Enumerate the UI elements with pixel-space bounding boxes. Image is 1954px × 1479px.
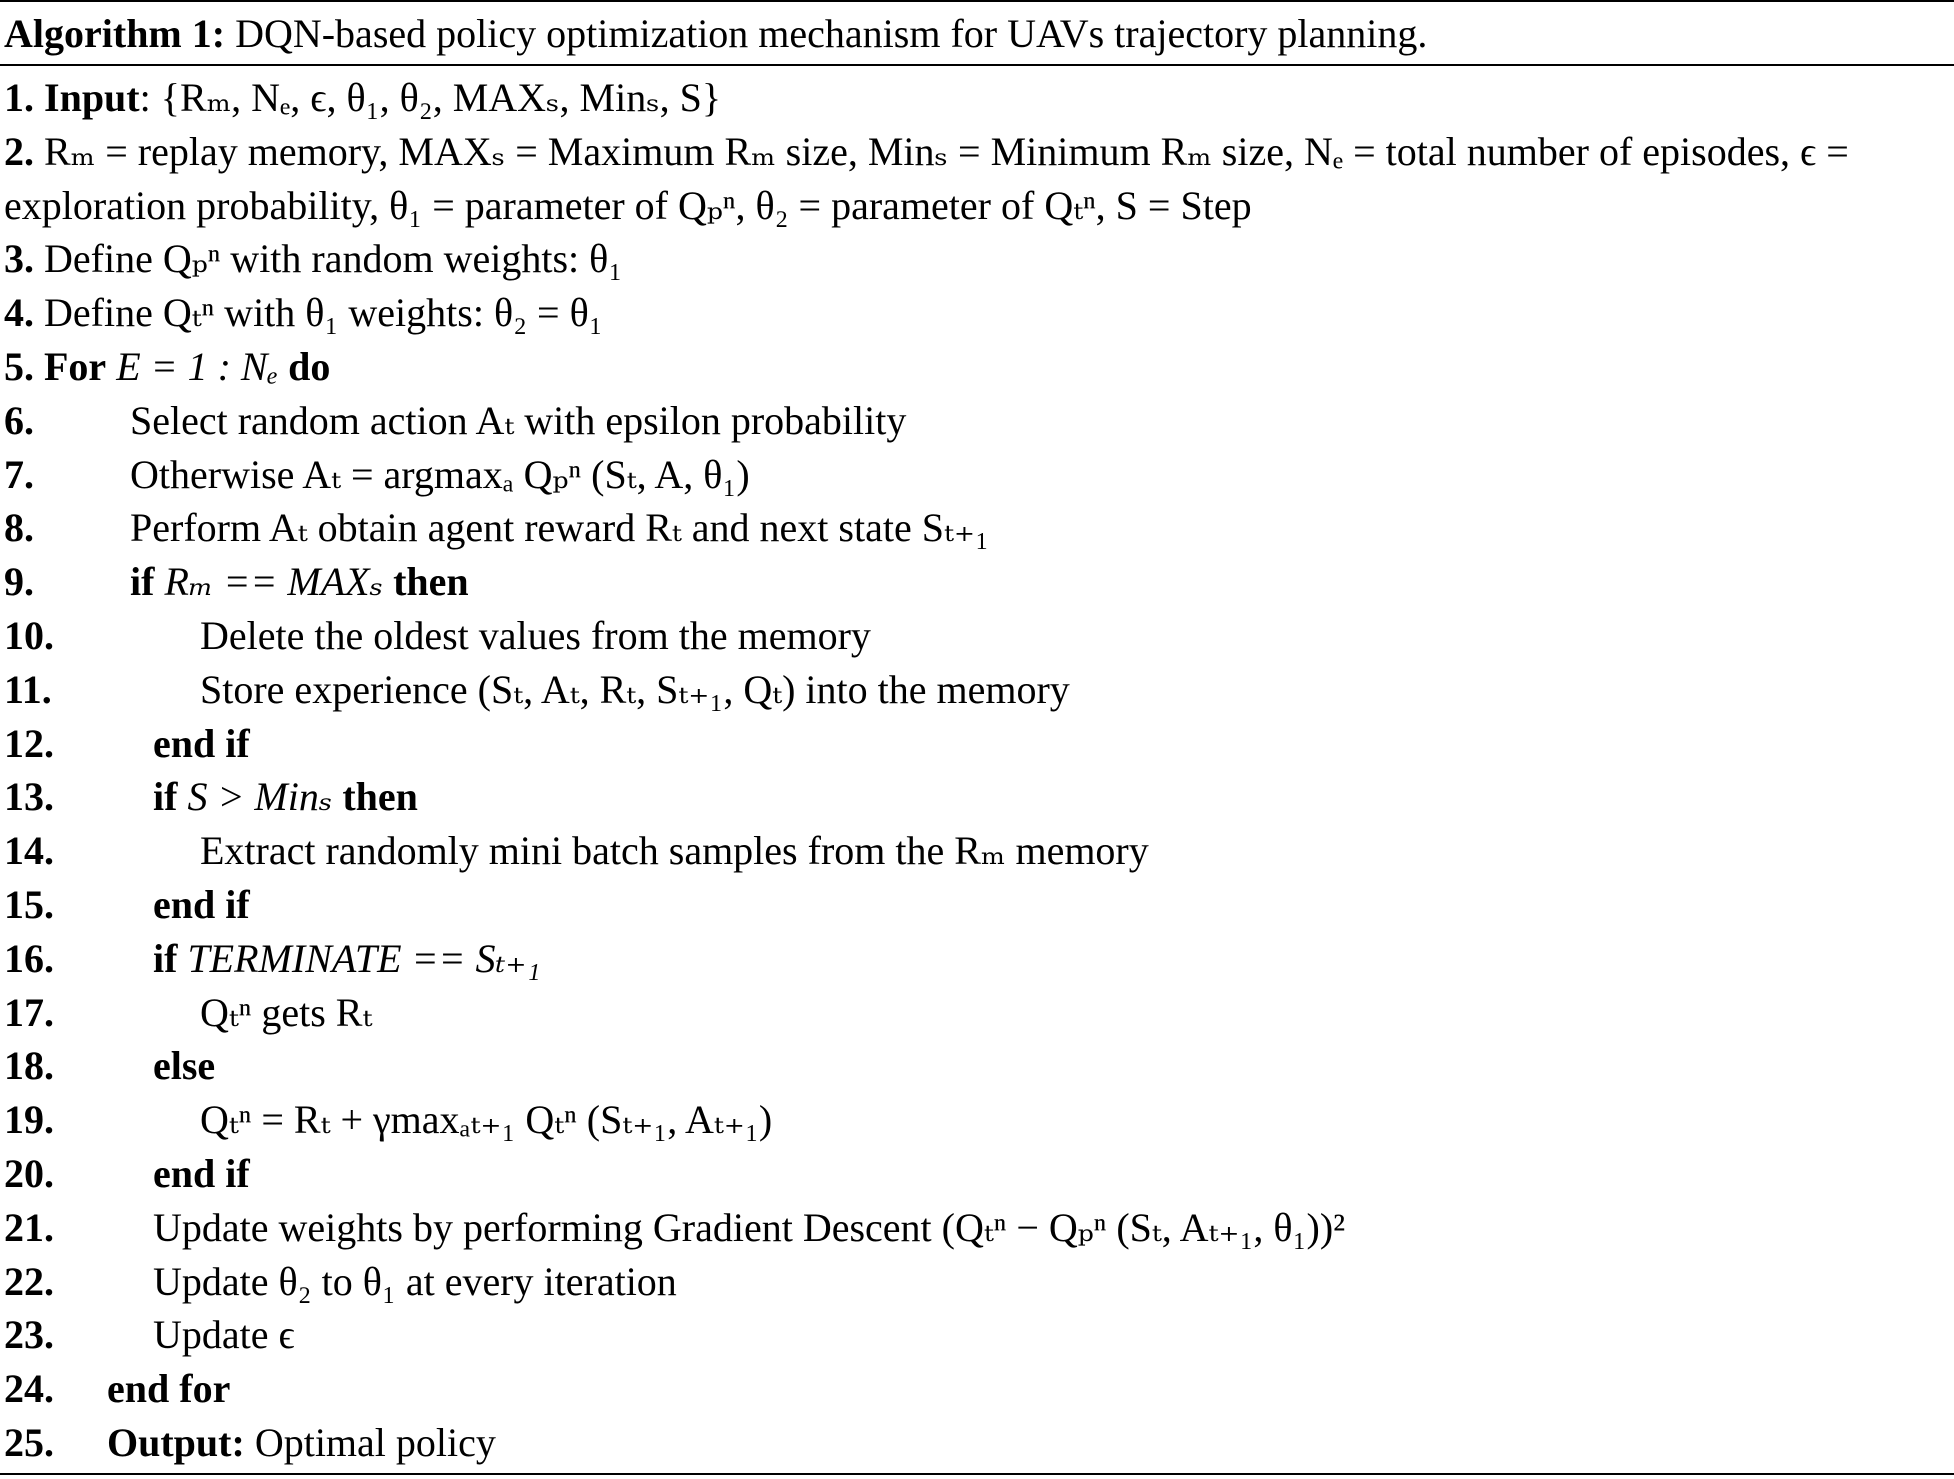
line-number: 22. bbox=[4, 1258, 54, 1304]
line-number: 8. bbox=[4, 505, 34, 551]
line-number: 3. bbox=[4, 236, 34, 282]
keyword-output: Output: bbox=[107, 1419, 245, 1465]
line-number: 16. bbox=[4, 935, 54, 981]
keyword-if: if bbox=[130, 559, 155, 605]
line-text: : {Rₘ, Nₑ, ϵ, θ₁, θ₂, MAXₛ, Minₛ, S} bbox=[139, 75, 722, 120]
line-text: Update θ₂ to θ₁ at every iteration bbox=[153, 1258, 677, 1304]
keyword-do: do bbox=[288, 343, 331, 389]
algorithm-line-23 bbox=[0, 1308, 1954, 1362]
algorithm-line-9 bbox=[0, 555, 1954, 609]
algorithm-line-11 bbox=[0, 663, 1954, 717]
line-text: Define Qₚⁿ with random weights: θ₁ bbox=[44, 236, 623, 282]
keyword-input: Input bbox=[44, 75, 140, 120]
line-number: 4. bbox=[4, 290, 34, 336]
line-text: Select random action Aₜ with epsilon probability bbox=[130, 397, 907, 443]
line-number: 9. bbox=[4, 559, 34, 605]
line-text: Store experience (Sₜ, Aₜ, Rₜ, Sₜ₊₁, Qₜ) into the memory bbox=[200, 666, 1070, 712]
algorithm-line-22 bbox=[0, 1255, 1954, 1309]
algorithm-line-15 bbox=[0, 878, 1954, 932]
line-text: Perform Aₜ obtain agent reward Rₜ and next state Sₜ₊₁ bbox=[130, 505, 989, 551]
algorithm-line-18 bbox=[0, 1039, 1954, 1093]
bottom-rule bbox=[0, 1473, 1954, 1475]
line-number: 18. bbox=[4, 1043, 54, 1089]
algorithm-body bbox=[0, 71, 1954, 1470]
algorithm-line-8 bbox=[0, 501, 1954, 555]
algorithm-line-13 bbox=[0, 770, 1954, 824]
keyword-if: if bbox=[153, 935, 178, 981]
line-text: Rₘ = replay memory, MAXₛ = Maximum Rₘ size, Minₛ = Minimum Rₘ size, Nₑ = total number of episodes, ϵ = exploration probability, θ₁ = parameter of Qₚⁿ, θ₂ = parameter of Qₜⁿ, S = Step bbox=[4, 128, 1849, 228]
line-number: 11. bbox=[4, 666, 52, 712]
line-text: S > Minₛ bbox=[177, 774, 343, 820]
line-number: 17. bbox=[4, 989, 54, 1035]
line-number: 14. bbox=[4, 828, 54, 874]
algorithm-title: DQN-based policy optimization mechanism for UAVs trajectory planning. bbox=[235, 11, 1428, 56]
line-text: Update ϵ bbox=[153, 1312, 295, 1358]
line-number: 6. bbox=[4, 397, 34, 443]
line-number: 5. bbox=[4, 343, 34, 389]
algorithm-line-25 bbox=[0, 1416, 1954, 1470]
line-text: Qₜⁿ = Rₜ + γmaxₐₜ₊₁ Qₜⁿ (Sₜ₊₁, Aₜ₊₁) bbox=[200, 1097, 773, 1143]
line-number: 2. bbox=[4, 128, 34, 174]
line-text: TERMINATE == Sₜ₊₁ bbox=[177, 935, 541, 981]
top-rule bbox=[0, 0, 1954, 2]
line-number: 7. bbox=[4, 451, 34, 497]
algorithm-line-14 bbox=[0, 824, 1954, 878]
algorithm-caption bbox=[4, 6, 1427, 62]
algorithm-line-17 bbox=[0, 986, 1954, 1040]
algorithm-line-16 bbox=[0, 932, 1954, 986]
line-text: E = 1 : Nₑ bbox=[106, 343, 289, 389]
line-number: 12. bbox=[4, 720, 54, 766]
algorithm-line-4 bbox=[0, 286, 1954, 340]
line-number: 24. bbox=[4, 1366, 54, 1412]
line-number: 1. bbox=[4, 75, 34, 120]
line-text: Qₜⁿ gets Rₜ bbox=[200, 989, 373, 1035]
algorithm-line-21 bbox=[0, 1201, 1954, 1255]
line-number: 19. bbox=[4, 1097, 54, 1143]
keyword-then: then bbox=[342, 774, 418, 820]
algorithm-line-10 bbox=[0, 609, 1954, 663]
algorithm-line-3 bbox=[0, 232, 1954, 286]
keyword-for: For bbox=[44, 343, 107, 389]
algorithm-line-2 bbox=[0, 125, 1954, 233]
keyword-then: then bbox=[393, 559, 469, 605]
line-number: 21. bbox=[4, 1204, 54, 1250]
line-number: 20. bbox=[4, 1150, 54, 1196]
algorithm-line-1 bbox=[0, 71, 1954, 125]
keyword-if: if bbox=[153, 774, 178, 820]
line-text: Define Qₜⁿ with θ₁ weights: θ₂ = θ₁ bbox=[44, 290, 603, 336]
line-number: 23. bbox=[4, 1312, 54, 1358]
keyword-end-if: end if bbox=[153, 1150, 250, 1196]
line-text: Optimal policy bbox=[244, 1419, 496, 1465]
line-text: Extract randomly mini batch samples from the Rₘ memory bbox=[200, 828, 1149, 874]
caption-rule bbox=[0, 64, 1954, 66]
line-text: Otherwise Aₜ = argmaxₐ Qₚⁿ (Sₜ, A, θ₁) bbox=[130, 451, 750, 497]
line-number: 10. bbox=[4, 612, 54, 658]
algorithm-line-19 bbox=[0, 1093, 1954, 1147]
algorithm-line-7 bbox=[0, 448, 1954, 502]
algorithm-line-5 bbox=[0, 340, 1954, 394]
algorithm-line-6 bbox=[0, 394, 1954, 448]
keyword-end-if: end if bbox=[153, 720, 250, 766]
line-number: 15. bbox=[4, 881, 54, 927]
algorithm-line-24 bbox=[0, 1362, 1954, 1416]
keyword-end-if: end if bbox=[153, 881, 250, 927]
line-text: Rₘ == MAXₛ bbox=[154, 559, 394, 605]
line-number: 13. bbox=[4, 774, 54, 820]
keyword-else: else bbox=[153, 1043, 216, 1089]
line-number: 25. bbox=[4, 1419, 54, 1465]
algorithm-line-12 bbox=[0, 717, 1954, 771]
algorithm-line-20 bbox=[0, 1147, 1954, 1201]
line-text: Update weights by performing Gradient Descent (Qₜⁿ − Qₚⁿ (Sₜ, Aₜ₊₁, θ₁))² bbox=[153, 1204, 1346, 1250]
keyword-end-for: end for bbox=[107, 1366, 231, 1412]
line-text: Delete the oldest values from the memory bbox=[200, 612, 871, 658]
algorithm-label: Algorithm 1: bbox=[4, 11, 226, 56]
